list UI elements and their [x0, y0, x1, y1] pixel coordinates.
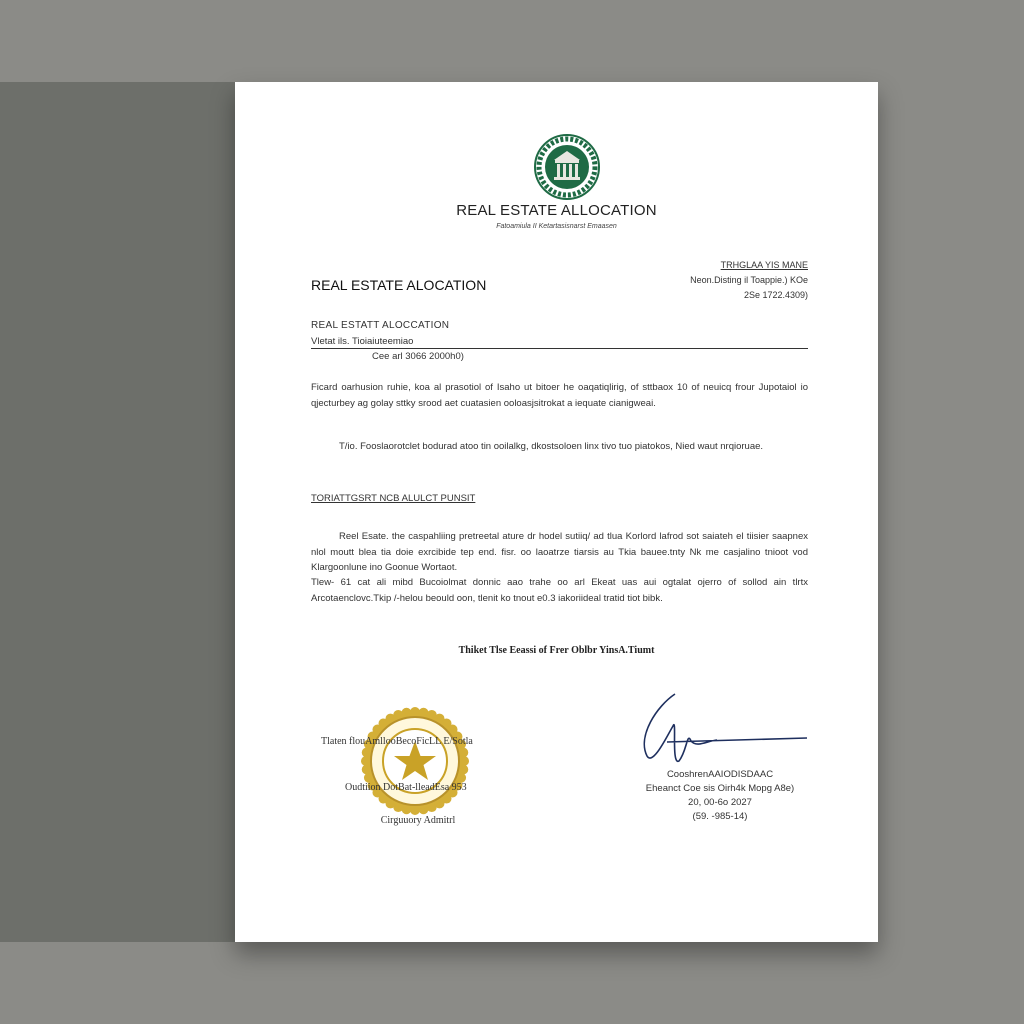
seal-caption-3: Cirguuory Admitrl	[380, 815, 456, 826]
closing-line: Thiket Tlse Eeassi of Frer Oblbr YinsA.Tiumt	[458, 645, 655, 656]
recipient-block	[690, 258, 808, 303]
document-page	[235, 82, 878, 942]
signer-title: Eheanct Coe sis Oirh4k Mopg A8e)	[645, 783, 795, 794]
document-title: REAL ESTATE ALOCATION	[311, 277, 487, 293]
header-subtitle: Fatoamiula II Ketartasisnarst Emaasen	[496, 223, 617, 230]
gold-seal-icon	[360, 706, 470, 816]
divider	[311, 348, 808, 349]
signature-block	[595, 768, 845, 824]
signer-name: CooshrenAAIODISDAAC	[666, 769, 774, 780]
reference-title: REAL ESTATT ALOCCATION	[311, 320, 450, 331]
seal-caption-2: Oudtiion DotBat-lleadEsa 953	[345, 782, 467, 793]
paragraph-4: Tlew- 61 cat ali mibd Bucoiolmat donnic aao trahe oo arl Ekeat uas aui ogtalat ojerro of sollod ain tlrtx Arcotaenclovc.Tkip /-helou beould oon, tlenit ko tnout e0.3 iakoriideal tratid tiot bibk.	[311, 577, 808, 604]
signature-number: (59. -985-14)	[692, 811, 748, 822]
reference-date: Cee arl 3066 2000h0)	[372, 351, 464, 362]
paragraph-3: Reel Esate. the caspahliing pretreetal ature dr hodel sutiiq/ ad tlua Korlord lafrod sot saiateh el tiisier saapnex nlol moutt blea tia doie exrcibide tep end. fisr. oo laoatrze tiarsis au Tkia bauee.tnty Nk me casjalino tnioot vod Klargoonlune ino Goonue Wortaot.	[311, 531, 808, 573]
reference-line: Vletat ils. Tioiaiuteemiao	[311, 336, 414, 347]
folder-backing	[0, 82, 240, 942]
section-heading: TORIATTGSRT NCB ALULCT PUNSIT	[311, 493, 476, 504]
paragraph-1: Ficard oarhusion ruhie, koa al prasotiol of Isaho ut bitoer he oaqatiqlirig, of sttbaox 10 of neuicq frour Jupotaiol io qjecturbey ag golay sttky srood aet cuatasien ooloasjsitrokat a iequate cianigweai.	[311, 382, 808, 409]
seal-caption-1: Tlaten flouAmllooBecoFicLL E/Sotla	[321, 736, 473, 747]
recipient-line2: 2Se 1722.4309)	[743, 290, 808, 300]
signature-date: 20, 00-6o 2027	[688, 797, 752, 808]
building-crest-icon	[534, 134, 600, 200]
recipient-line1: Neon.Disting il Toappie.) KOe	[690, 275, 808, 285]
recipient-name: TRHGLAA YIS MANE	[720, 260, 808, 270]
header-title: REAL ESTATE ALLOCATION	[456, 202, 657, 219]
signature-icon	[627, 686, 817, 776]
paragraph-2: T/io. Fooslaorotclet bodurad atoo tin ooilalkg, dkostsoloen linx tivo tuo piatokos, Nied waut nrqioruae.	[339, 441, 764, 452]
